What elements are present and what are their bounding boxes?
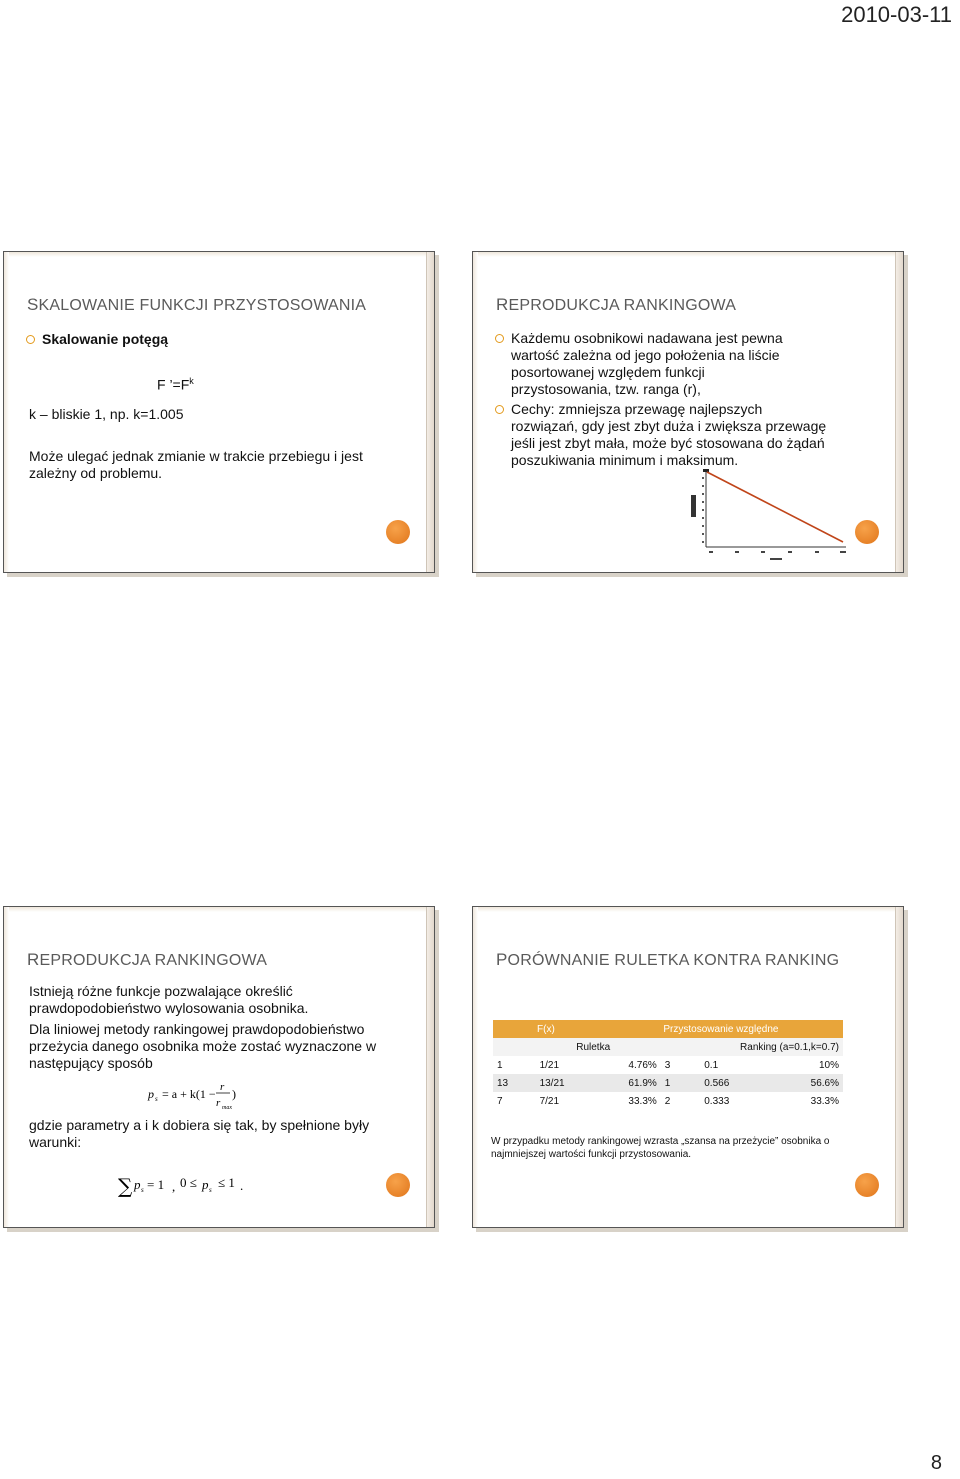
cell-prob: 0.1	[704, 1059, 719, 1071]
svg-text:p: p	[134, 1177, 141, 1192]
formula: F $’=F^k$	[157, 376, 194, 393]
cell-ruletka-pct: 61.9%	[599, 1074, 661, 1092]
paragraph: Dla liniowej metody rankingowej prawdopodobieństwo przeżycia danego osobnika może zostać wyznaczone w następujący sposób	[29, 1021, 377, 1071]
cell-rank: 2	[664, 1095, 671, 1107]
cell-fraction: 7/21	[539, 1095, 560, 1107]
formula-ps-image	[146, 1078, 256, 1114]
slide-title: REPRODUKCJA RANKINGOWA	[496, 295, 737, 314]
slide-reprodukcja-1	[472, 251, 904, 573]
text-line: k – bliskie 1, np. k=1.005	[29, 406, 184, 422]
paragraph: gdzie parametry a i k dobiera się tak, by spełnione były warunki:	[29, 1117, 370, 1150]
svg-text:s: s	[209, 1186, 212, 1194]
formula-conditions-image	[116, 1171, 266, 1201]
cell-fraction: 1/21	[539, 1059, 560, 1071]
cell-fraction: 13/21	[526, 1074, 599, 1092]
slide-number-badge	[855, 520, 879, 544]
svg-text:r: r	[220, 1081, 225, 1093]
bullet-ring-icon	[495, 334, 504, 343]
slide-number-badge	[855, 1173, 879, 1197]
slide-skalowanie	[3, 251, 435, 573]
slide-reprodukcja-2	[3, 906, 435, 1228]
note-text: W przypadku metody rankingowej wzrasta „szansa na przeżycie” osobnika o najmniejszej wartości funkcji przystosowania.	[491, 1136, 830, 1160]
slide-title: REPRODUKCJA RANKINGOWA	[27, 950, 268, 969]
svg-text:max: max	[222, 1105, 232, 1111]
cell-fx: 7	[497, 1095, 503, 1107]
paragraph: Istnieją różne funkcje pozwalające określić prawdopodobieństwo wylosowania osobnika.	[29, 983, 309, 1016]
header-ranking: Ranking (a=0.1,k=0.7)	[661, 1038, 843, 1056]
bullet-ring-icon	[495, 405, 504, 414]
cell-ruletka-pct: 33.3%	[628, 1095, 657, 1107]
svg-text:s: s	[141, 1186, 144, 1194]
table-subheader-row	[493, 1038, 843, 1056]
text-line: Może ulegać jednak zmianie w trakcie przebiegu i jest	[29, 448, 363, 464]
cell-rank: 1	[661, 1074, 686, 1092]
slide-porownanie	[472, 906, 904, 1228]
text-line: zależny od problemu.	[29, 465, 163, 481]
bullet-item: Każdemu osobnikowi nadawana jest pewna wartość zależna od jego położenia na liście posortowanej względem funkcji przystosowania, tzw. ranga (r),	[511, 330, 783, 398]
table-row	[493, 1092, 843, 1110]
svg-text:= a + k(1 −: = a + k(1 −	[162, 1087, 216, 1101]
table-row	[493, 1056, 843, 1074]
header-date: 2010-03-11	[841, 2, 952, 27]
bullet-item: Skalowanie potęgą	[42, 331, 168, 348]
svg-text:.: .	[240, 1178, 244, 1193]
bullet-item: Cechy: zmniejsza przewagę najlepszych rozwiązań, gdy jest zbyt duża i zwiększa przewagę jeśli jest zbyt mała, może być stosowana do żądań poszukiwania minimum i maksimum.	[511, 401, 826, 469]
cell-fx: 13	[493, 1074, 526, 1092]
rank-graph-image	[688, 467, 848, 562]
slide-number-badge	[386, 520, 410, 544]
cell-prob: 0.566	[686, 1074, 774, 1092]
svg-text:,: ,	[172, 1179, 176, 1194]
comparison-table	[493, 1020, 843, 1110]
cell-rank: 3	[664, 1059, 671, 1071]
slide-title: PORÓWNANIE RULETKA KONTRA RANKING	[496, 950, 840, 969]
svg-text:s: s	[155, 1095, 158, 1103]
cell-ranking-pct: 56.6%	[775, 1074, 843, 1092]
svg-text:= 1: = 1	[147, 1177, 165, 1192]
header-ruletka: Ruletka	[526, 1038, 661, 1056]
svg-text:): )	[232, 1087, 236, 1101]
slide-title: SKALOWANIE FUNKCJI PRZYSTOSOWANIA	[27, 295, 367, 314]
svg-text:∑: ∑	[118, 1174, 133, 1198]
svg-text:≤ 1: ≤ 1	[218, 1175, 235, 1190]
bullet-ring-icon	[26, 335, 35, 344]
table-header-row	[493, 1020, 843, 1038]
cell-ruletka-pct: 4.76%	[628, 1059, 657, 1071]
cell-ranking-pct: 33.3%	[810, 1095, 839, 1107]
cell-prob: 0.333	[704, 1095, 730, 1107]
header-relative-fitness: Przystosowanie względne	[599, 1020, 843, 1038]
header-fx: F(x)	[493, 1020, 599, 1038]
cell-ranking-pct: 10%	[818, 1059, 839, 1071]
slide-number-badge	[386, 1173, 410, 1197]
svg-text:p: p	[202, 1177, 209, 1192]
svg-text:r: r	[216, 1097, 221, 1109]
table-row	[493, 1074, 843, 1092]
cell-fx: 1	[497, 1059, 503, 1071]
page-number: 8	[930, 1452, 942, 1474]
svg-text:0 ≤: 0 ≤	[180, 1175, 197, 1190]
svg-text:p: p	[148, 1087, 154, 1101]
